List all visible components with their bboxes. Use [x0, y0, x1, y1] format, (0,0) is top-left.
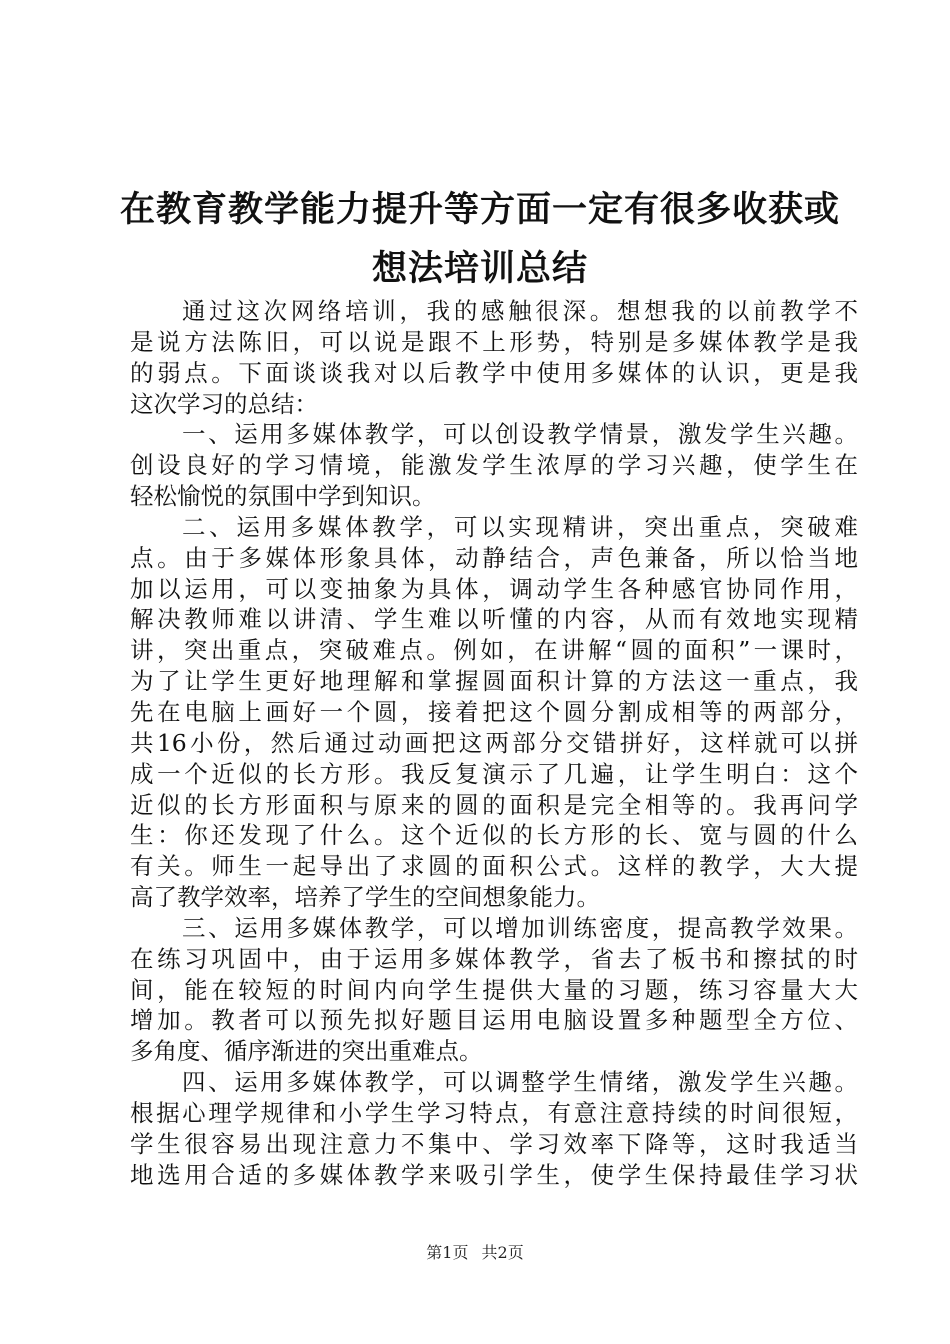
text-line: 根据心理学规律和小学生学习特点，有意注意持续的时间很短， [130, 1098, 858, 1127]
page-total: 共2页 [481, 1243, 524, 1262]
text-line: 这次学习的总结： [130, 389, 318, 418]
text-line: 地选用合适的多媒体教学来吸引学生，使学生保持最佳学习状 [130, 1160, 858, 1189]
text-line: 高了教学效率，培养了学生的空间想象能力。 [130, 883, 600, 912]
text-line: 加以运用，可以变抽象为具体，调动学生各种感官协同作用， [130, 574, 858, 603]
text-line: 轻松愉悦的氛围中学到知识。 [130, 482, 436, 511]
text-line: 成一个近似的长方形。我反复演示了几遍，让学生明白：这个 [130, 759, 858, 788]
text-line: 讲，突出重点，突破难点。例如，在讲解“圆的面积”一课时， [130, 636, 858, 665]
text-line: 多角度、循序渐进的突出重难点。 [130, 1037, 483, 1066]
document-title-line-2: 想法培训总结 [371, 248, 588, 289]
page-footer [0, 1243, 950, 1263]
text-line: 生：你还发现了什么。这个近似的长方形的长、宽与圆的什么 [130, 821, 858, 850]
text-line: 创设良好的学习情境，能激发学生浓厚的学习兴趣，使学生在 [130, 451, 858, 480]
text-line: 一、运用多媒体教学，可以创设教学情景，激发学生兴趣。 [182, 420, 858, 449]
text-line: 有关。师生一起导出了求圆的面积公式。这样的教学，大大提 [130, 852, 858, 881]
text-line: 通过这次网络培训，我的感触很深。想想我的以前教学不 [182, 297, 858, 325]
text-line: 的弱点。下面谈谈我对以后教学中使用多媒体的认识，更是我 [130, 358, 858, 387]
text-line: 四、运用多媒体教学，可以调整学生情绪，激发学生兴趣。 [182, 1068, 858, 1097]
text-line: 间，能在较短的时间内向学生提供大量的习题，练习容量大大 [130, 975, 858, 1004]
text-line: 点。由于多媒体形象具体，动静结合，声色兼备，所以恰当地 [130, 543, 858, 572]
text-line: 解决教师难以讲清、学生难以听懂的内容，从而有效地实现精 [130, 605, 858, 634]
text-line: 近似的长方形面积与原来的圆的面积是完全相等的。我再问学 [130, 790, 858, 819]
text-line: 学生很容易出现注意力不集中、学习效率下降等，这时我适当 [130, 1129, 858, 1158]
page-number: 第1页 [426, 1243, 469, 1262]
text-line: 是说方法陈旧，可以说是跟不上形势，特别是多媒体教学是我 [130, 327, 858, 356]
text-line: 二、运用多媒体教学，可以实现精讲，突出重点，突破难 [182, 512, 858, 541]
text-line: 增加。教者可以预先拟好题目运用电脑设置多种题型全方位、 [130, 1006, 858, 1035]
text-line: 先在电脑上画好一个圆，接着把这个圆分割成相等的两部分， [130, 697, 858, 726]
text-line: 为了让学生更好地理解和掌握圆面积计算的方法这一重点，我 [130, 667, 858, 696]
text-line: 共16小份，然后通过动画把这两部分交错拼好，这样就可以拼 [130, 728, 858, 757]
text-line: 在练习巩固中，由于运用多媒体教学，省去了板书和擦拭的时 [130, 944, 858, 973]
text-line: 三、运用多媒体教学，可以增加训练密度，提高教学效果。 [182, 913, 858, 942]
document-title-line-1: 在教育教学能力提升等方面一定有很多收获或 [119, 189, 840, 230]
document-body [130, 296, 858, 1190]
